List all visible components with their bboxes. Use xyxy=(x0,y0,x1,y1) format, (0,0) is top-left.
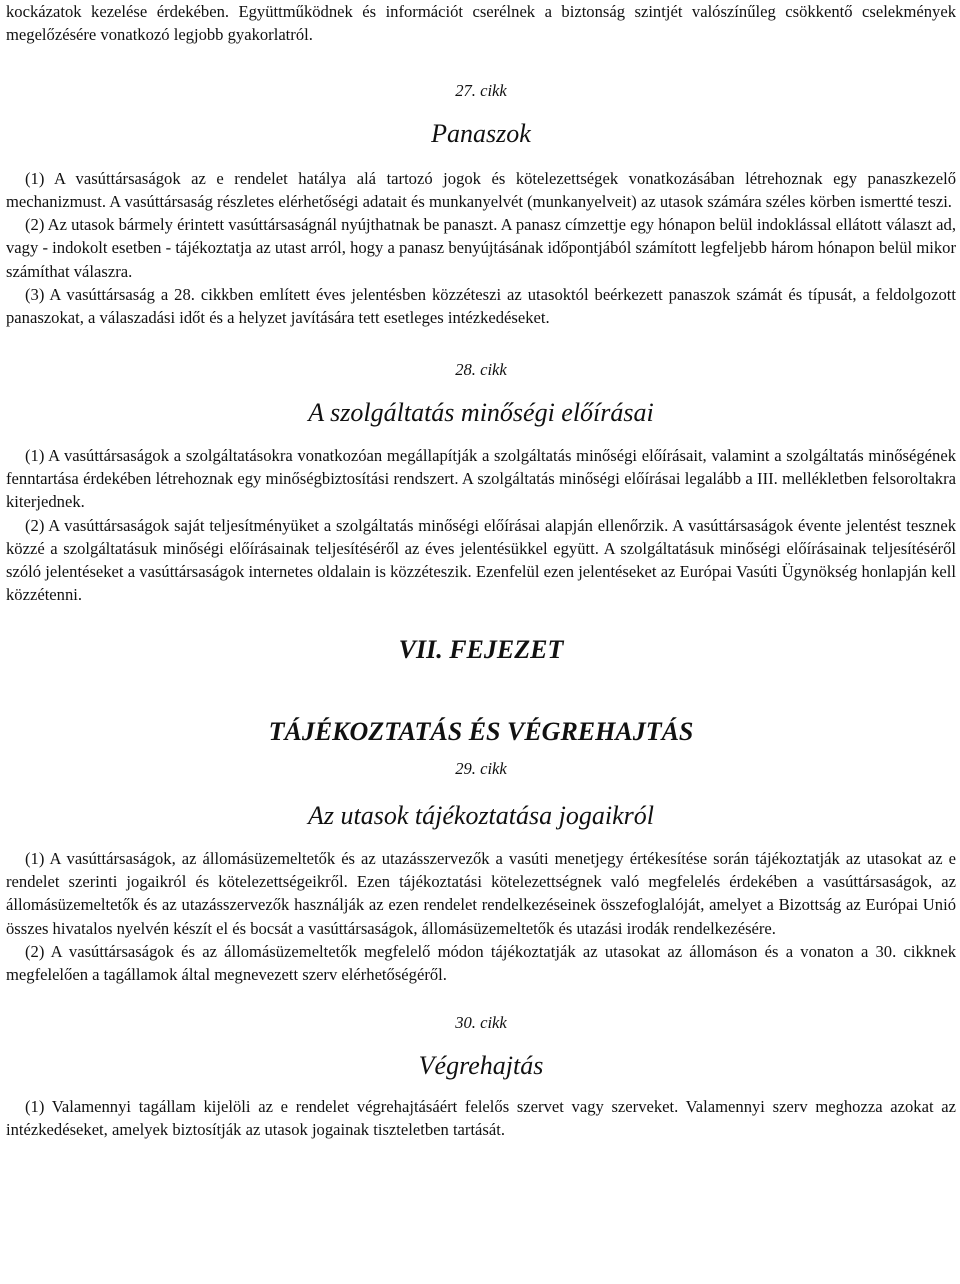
article-28-number: 28. cikk xyxy=(455,359,507,379)
article-28-paragraph-2: (2) A vasúttársaságok saját teljesítményüket a szolgáltatás minőségi előírásai alapján ellenőrzik. A vasúttársaságok évente jelentést tesznek közzé a szolgáltatásuk minőségi előírásainak teljesítéséről az éves jelentésükkel együtt. A szolgáltatásuk minőségi előírásainak teljesítéséről szóló jelentéseket a vasúttársaságok internetes oldalain is közzéteszik. Ezenfelül ezen jelentéseket az Európai Vasúti Ügynökség honlapján kell közzétenni. xyxy=(6,515,956,605)
article-29-paragraph-2: (2) A vasúttársaságok és az állomásüzemeltetők megfelelő módon tájékoztatják az utasokat az állomáson és a vonaton a 30. cikknek megfelelően a tagállamok által megnevezett szerv elérhetőségéről. xyxy=(6,941,956,985)
article-27-paragraph-2: (2) Az utasok bármely érintett vasúttársaságnál nyújthatnak be panaszt. A panasz címzettje egy hónapon belül indoklással ellátott választ ad, vagy - indokolt esetben - tájékoztatja az utast arról, hogy a panasz benyújtásának időpontjából számított legfeljebb három hónapon belül mikor számíthat válaszra. xyxy=(6,215,956,281)
intro-paragraph: kockázatok kezelése érdekében. Együttműködnek és információt cserélnek a biztonság szintjét valószínűleg csökkentő cselekmények megelőzésére vonatkozó legjobb gyakorlatról. xyxy=(6,2,956,45)
article-27-title: Panaszok xyxy=(431,118,531,148)
article-30-number: 30. cikk xyxy=(455,1012,507,1032)
chapter-title: TÁJÉKOZTATÁS ÉS VÉGREHAJTÁS xyxy=(268,716,694,746)
article-27-number: 27. cikk xyxy=(455,80,507,100)
article-28-title: A szolgáltatás minőségi előírásai xyxy=(308,397,654,427)
article-30-title: Végrehajtás xyxy=(418,1050,544,1080)
chapter-number: VII. FEJEZET xyxy=(398,634,564,664)
article-30-paragraph-1: (1) Valamennyi tagállam kijelöli az e rendelet végrehajtásáért felelős szervet vagy szerveket. Valamennyi szerv meghozza azokat az intézkedéseket, amelyek biztosítják az utasok jogainak tiszteletben tartását. xyxy=(6,1096,956,1139)
article-29-number: 29. cikk xyxy=(455,758,507,778)
article-27-paragraph-3: (3) A vasúttársaság a 28. cikkben említett éves jelentésben közzéteszi az utasoktól beérkezett panaszok számát és típusát, a feldolgozott panaszokat, a válaszadási időt és a helyzet javítására tett esetleges intézkedéseket. xyxy=(6,285,956,328)
article-27-paragraph-1: (1) A vasúttársaságok az e rendelet hatálya alá tartozó jogok és kötelezettségek vonatkozásában létrehoznak egy panaszkezelő mechanizmust. A vasúttársaság részletes elérhetőségi adatait és munkanyelvét (munkanyelveit) az utasok számára széles körben ismertté teszi. xyxy=(6,168,956,211)
article-29-paragraph-1: (1) A vasúttársaságok, az állomásüzemeltetők és az utazásszervezők a vasúti menetjegy értékesítése során tájékoztatják az utasokat az e rendelet szerinti jogaikról és kötelezettségeikről. Ezen tájékoztatási kötelezettségnek való megfelelés érdekében a vasúttársaságok, az állomásüzemeltetők és az utazásszervezők használják az ezen rendelet rendelkezéseinek összefoglalóját, amelyet a Bizottság az Európai Unió összes hivatalos nyelvén készít el és bocsát a vasúttársaságok, állomásüzemeltetők és utazási irodák rendelkezésére. xyxy=(6,848,956,938)
document-page xyxy=(6,0,956,1141)
article-28-paragraph-1: (1) A vasúttársaságok a szolgáltatásokra vonatkozóan megállapítják a szolgáltatás minőségi előírásait, valamint a szolgáltatás minőségének fenntartása érdekében létrehoznak egy minőségbiztosítási rendszert. A szolgáltatás minőségi előírásai legalább a III. mellékletben felsoroltakra kiterjednek. xyxy=(6,445,956,512)
article-29-title: Az utasok tájékoztatása jogaikról xyxy=(308,800,654,830)
